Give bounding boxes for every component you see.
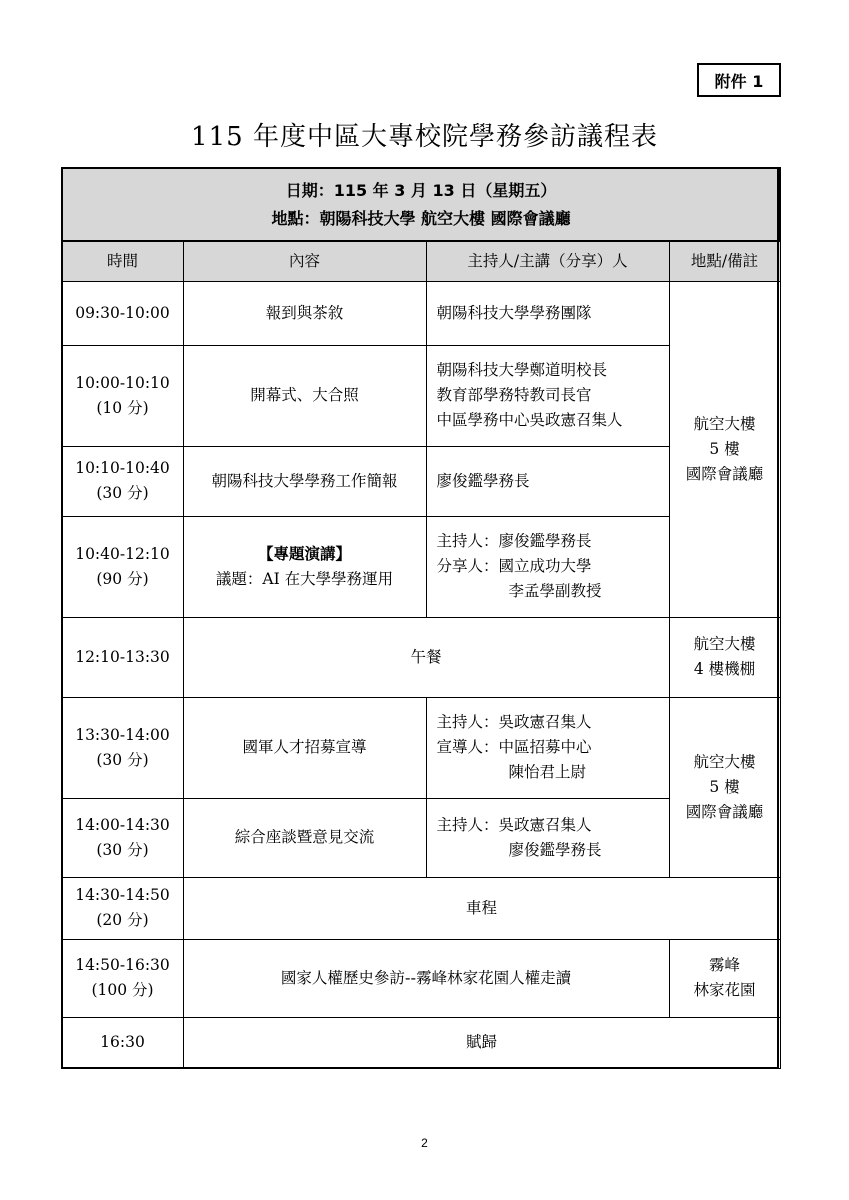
- time-cell: 13:30-14:00 (30 分): [62, 697, 183, 798]
- table-row: [62, 281, 780, 345]
- content-cell: 國軍人才招募宣導: [183, 697, 426, 798]
- date-line: 日期：115 年 3 月 13 日（星期五）: [285, 180, 557, 200]
- col-location: 地點/備註: [669, 241, 780, 281]
- page-number: 2: [421, 1136, 428, 1150]
- content-cell: 午餐: [183, 617, 669, 697]
- attachment-label: 附件 1: [697, 63, 781, 97]
- col-host: 主持人/主講（分享）人: [426, 241, 669, 281]
- table-row: [62, 617, 780, 697]
- location-cell: 航空大樓 5 樓 國際會議廳: [669, 697, 780, 877]
- col-content: 內容: [183, 241, 426, 281]
- time-cell: 16:30: [62, 1017, 183, 1068]
- table-row: [62, 697, 780, 798]
- host-cell: 朝陽科技大學學務團隊: [426, 281, 669, 345]
- content-cell: 國家人權歷史參訪--霧峰林家花園人權走讀: [183, 939, 669, 1017]
- content-cell: 賦歸: [183, 1017, 780, 1068]
- agenda-header-band: [62, 168, 780, 241]
- host-cell: 朝陽科技大學鄭道明校長 教育部學務特教司長官 中區學務中心吳政憲召集人: [426, 345, 669, 446]
- col-time: 時間: [62, 241, 183, 281]
- location-cell: 航空大樓 4 樓機棚: [669, 617, 780, 697]
- content-cell: 開幕式、大合照: [183, 345, 426, 446]
- table-row: [62, 1017, 780, 1068]
- time-cell: 12:10-13:30: [62, 617, 183, 697]
- location-cell: 航空大樓 5 樓 國際會議廳: [669, 281, 780, 617]
- venue-line: 地點：朝陽科技大學 航空大樓 國際會議廳: [271, 208, 571, 228]
- location-cell: 霧峰 林家花園: [669, 939, 780, 1017]
- time-cell: 10:10-10:40 (30 分): [62, 446, 183, 516]
- agenda-table: [61, 167, 781, 1069]
- time-cell: 10:00-10:10 (10 分): [62, 345, 183, 446]
- content-cell: 報到與茶敘: [183, 281, 426, 345]
- host-cell: 主持人：吳政憲召集人 廖俊鑑學務長: [426, 798, 669, 877]
- page-title: 115 年度中區大專校院學務參訪議程表: [191, 122, 658, 152]
- table-row: [62, 877, 780, 939]
- content-cell: 車程: [183, 877, 780, 939]
- time-cell: 14:30-14:50 (20 分): [62, 877, 183, 939]
- host-cell: 主持人：廖俊鑑學務長 分享人：國立成功大學 李孟學副教授: [426, 516, 669, 617]
- time-cell: 14:00-14:30 (30 分): [62, 798, 183, 877]
- host-cell: 主持人：吳政憲召集人 宣導人：中區招募中心 陳怡君上尉: [426, 697, 669, 798]
- time-cell: 09:30-10:00: [62, 281, 183, 345]
- content-cell: 綜合座談暨意見交流: [183, 798, 426, 877]
- host-cell: 廖俊鑑學務長: [426, 446, 669, 516]
- content-cell: 【專題演講】 議題：AI 在大學學務運用: [183, 516, 426, 617]
- time-cell: 14:50-16:30 (100 分): [62, 939, 183, 1017]
- time-cell: 10:40-12:10 (90 分): [62, 516, 183, 617]
- content-cell: 朝陽科技大學學務工作簡報: [183, 446, 426, 516]
- table-row: [62, 939, 780, 1017]
- column-header-row: [62, 241, 780, 281]
